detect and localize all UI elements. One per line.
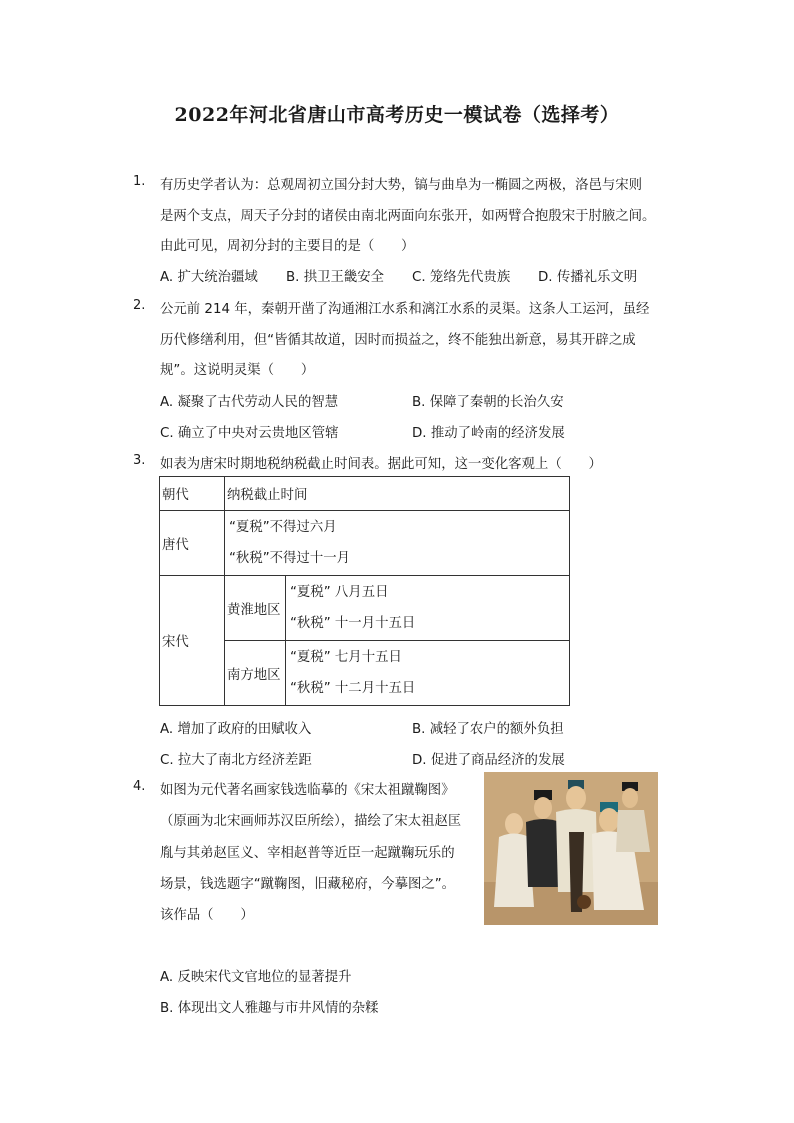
- question-text-line: 有历史学者认为：总观周初立国分封大势，镐与曲阜为一椭圆之两极，洛邑与宋则: [160, 178, 643, 193]
- dynasty-cell: 宋代: [160, 576, 225, 706]
- region-cell: 黄淮地区: [225, 576, 286, 641]
- option-d: D. 促进了商品经济的发展: [412, 753, 565, 768]
- question-text-line: 规”。这说明灵渠（ ）: [160, 363, 315, 378]
- question-text-line: 场景，钱选题字“蹴鞠图，旧藏秘府，今摹图之”。: [160, 877, 456, 892]
- summer-tax-deadline: “夏税”不得过六月: [229, 520, 337, 535]
- table-row: [160, 511, 570, 576]
- option-b: B. 拱卫王畿安全: [286, 270, 385, 285]
- question-text-line: 历代修缮利用，但“皆循其故道，因时而损益之，终不能独出新意，易其开辟之成: [160, 333, 636, 348]
- table-header-row: [160, 477, 570, 511]
- question-number: 1.: [133, 174, 146, 189]
- tax-deadline-table: [159, 476, 570, 706]
- question-text-line: 胤与其弟赵匡义、宰相赵普等近臣一起蹴鞠玩乐的: [160, 846, 455, 861]
- exam-title: 2022年河北省唐山市高考历史一模试卷（选择考）: [174, 104, 620, 126]
- question-text-line: 公元前 214 年，秦朝开凿了沟通湘江水系和漓江水系的灵渠。这条人工运河，虽经: [160, 302, 650, 317]
- table-header-cell: 纳税截止时间: [225, 477, 570, 511]
- autumn-tax-deadline: “秋税”不得过十一月: [229, 551, 350, 566]
- question-text-line: 如图为元代著名画家钱选临摹的《宋太祖蹴鞠图》: [160, 783, 455, 798]
- painting-image: [484, 772, 658, 925]
- autumn-tax-deadline: “秋税” 十二月十五日: [290, 681, 416, 696]
- figure-head: [534, 797, 552, 819]
- option-a: A. 增加了政府的田赋收入: [160, 722, 312, 737]
- figure-head: [566, 786, 586, 810]
- autumn-tax-deadline: “秋税” 十一月十五日: [290, 616, 416, 631]
- option-c: C. 确立了中央对云贵地区管辖: [160, 426, 339, 441]
- figure-head: [599, 808, 619, 832]
- table-row: [160, 576, 570, 641]
- question-text-line: 如表为唐宋时期地税纳税截止时间表。据此可知，这一变化客观上（ ）: [160, 457, 602, 472]
- option-a: A. 扩大统治疆域: [160, 270, 258, 285]
- option-a: A. 反映宋代文官地位的显著提升: [160, 970, 352, 985]
- question-text-line: 是两个支点，周天子分封的诸侯由南北两面向东张开，如两臂合抱殷宋于肘腋之间。: [160, 209, 656, 224]
- figure-head: [622, 788, 638, 808]
- option-a: A. 凝聚了古代劳动人民的智慧: [160, 395, 339, 410]
- question-text-line: 由此可见，周初分封的主要目的是（ ）: [160, 239, 415, 254]
- option-b: B. 减轻了农户的额外负担: [412, 722, 564, 737]
- figure-head: [505, 813, 523, 835]
- option-b: B. 保障了秦朝的长治久安: [412, 395, 564, 410]
- question-text-line: （原画为北宋画师苏汉臣所绘），描绘了宋太祖赵匡: [160, 814, 462, 829]
- table-header-cell: 朝代: [160, 477, 225, 511]
- dynasty-cell: 唐代: [160, 511, 225, 576]
- question-number: 3.: [133, 453, 146, 468]
- option-c: C. 拉大了南北方经济差距: [160, 753, 312, 768]
- question-text-line: 该作品（ ）: [160, 908, 254, 923]
- deadline-cell: [286, 641, 570, 706]
- option-d: D. 传播礼乐文明: [538, 270, 638, 285]
- option-b: B. 体现出文人雅趣与市井风情的杂糅: [160, 1001, 379, 1016]
- summer-tax-deadline: “夏税” 七月十五日: [290, 650, 402, 665]
- option-d: D. 推动了岭南的经济发展: [412, 426, 565, 441]
- deadline-cell: [286, 576, 570, 641]
- summer-tax-deadline: “夏税” 八月五日: [290, 585, 389, 600]
- cuju-ball: [577, 895, 591, 909]
- question-number: 4.: [133, 779, 146, 794]
- region-cell: 南方地区: [225, 641, 286, 706]
- deadline-cell: [225, 511, 570, 576]
- question-number: 2.: [133, 298, 146, 313]
- option-c: C. 笼络先代贵族: [412, 270, 511, 285]
